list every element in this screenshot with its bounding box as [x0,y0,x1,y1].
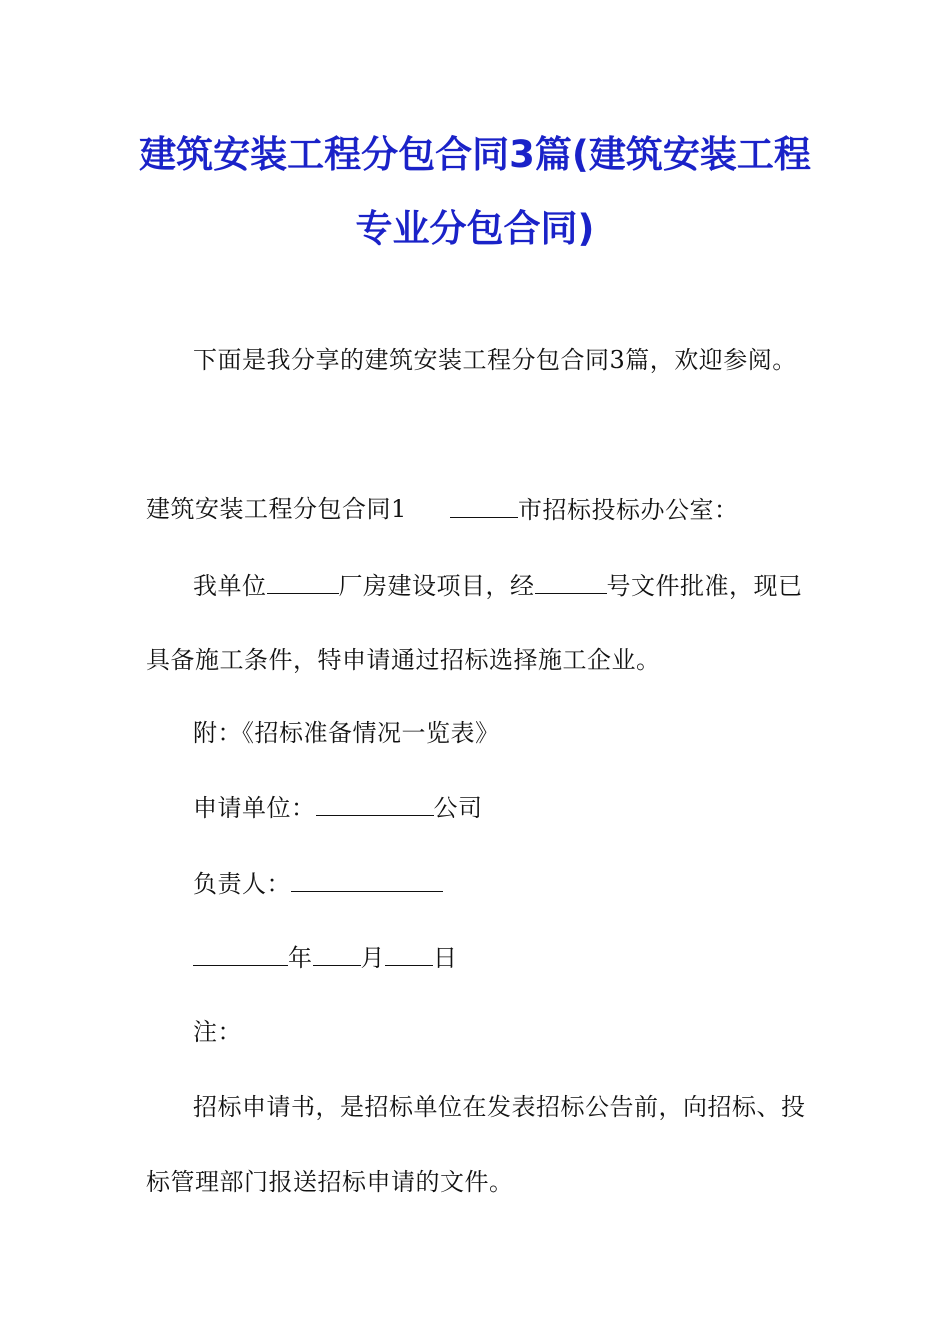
year-blank [193,945,288,966]
city-blank [450,497,518,518]
day-blank [385,945,433,966]
day-label: 日 [433,944,458,972]
applicant-label: 申请单位： [193,794,316,822]
addressee-line [450,497,739,522]
note-label: 注： [193,1018,242,1046]
responsible-blank [291,871,443,892]
applicant-line [193,795,483,820]
note-line-2: 标管理部门报送招标申请的文件。 [146,1168,514,1196]
document-title-line-1: 建筑安装工程分包合同3篇(建筑安装工程 [139,133,811,176]
body-part-2: 厂房建设项目，经 [338,572,535,600]
responsible-line [193,871,443,896]
month-blank [313,945,361,966]
responsible-label: 负责人： [193,870,291,898]
document-number-blank [535,573,607,594]
document-title-line-2: 专业分包合同) [355,207,595,250]
applicant-blank [316,795,434,816]
applicant-suffix: 公司 [433,794,483,822]
intro-paragraph: 下面是我分享的建筑安装工程分包合同3篇，欢迎参阅。 [193,346,797,374]
month-label: 月 [360,944,385,972]
section-heading: 建筑安装工程分包合同1 [146,495,407,523]
project-blank [267,573,339,594]
attachment-line: 附：《招标准备情况一览表》 [193,719,500,747]
year-label: 年 [288,944,313,972]
date-line [193,945,458,970]
body-paragraph-line-1 [193,573,803,598]
body-part-3: 号文件批准，现已 [606,572,803,600]
body-paragraph-line-2: 具备施工条件，特申请通过招标选择施工企业。 [146,646,661,674]
body-part-1: 我单位 [193,572,267,600]
addressee-suffix: 市招标投标办公室： [518,496,739,524]
note-line-1: 招标申请书，是招标单位在发表招标公告前，向招标、投 [193,1093,806,1121]
